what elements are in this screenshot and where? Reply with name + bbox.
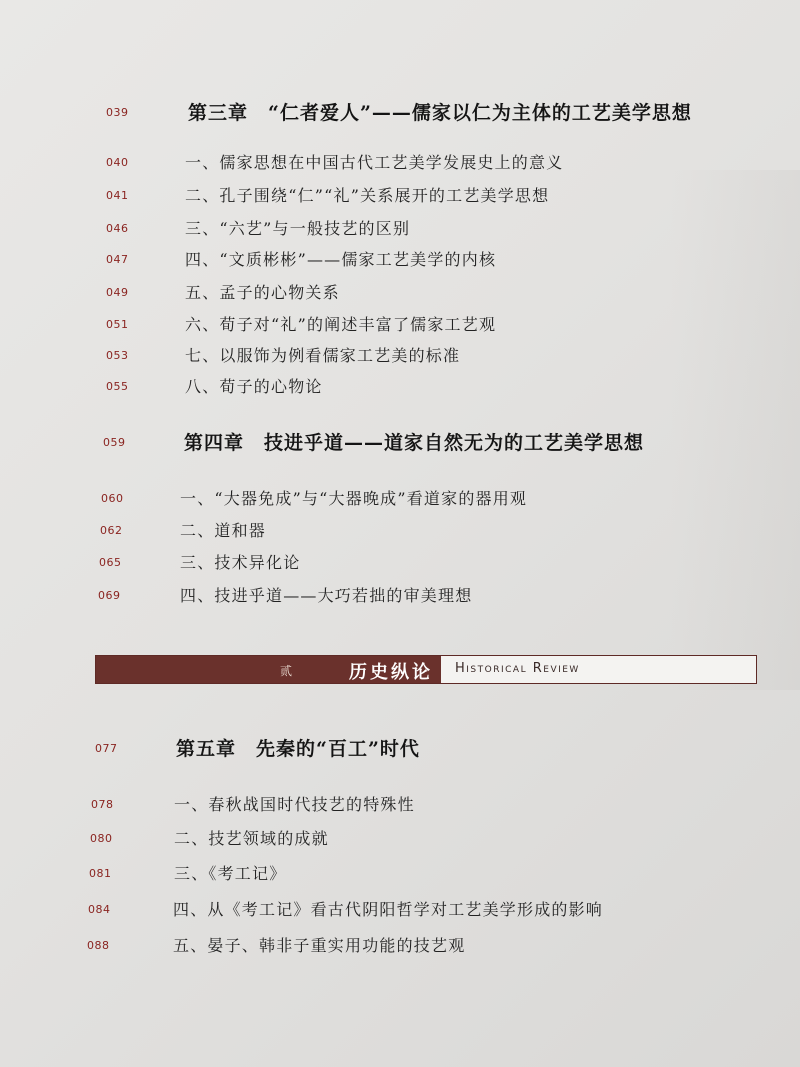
entry-title: 五、晏子、韩非子重实用功能的技艺观 <box>173 936 466 955</box>
toc-entry <box>0 861 800 891</box>
chapter-page-number: 059 <box>103 436 126 449</box>
entry-title: 八、荀子的心物论 <box>185 377 323 396</box>
entry-title: 四、“文质彬彬”——儒家工艺美学的内核 <box>185 250 497 269</box>
entry-page-number: 081 <box>89 867 112 880</box>
entry-page-number: 080 <box>90 832 113 845</box>
chapter-label: 第四章 <box>184 432 245 454</box>
entry-title: 七、以服饰为例看儒家工艺美的标准 <box>185 346 461 365</box>
entry-page-number: 041 <box>106 189 129 202</box>
part-number: 贰 <box>280 664 293 678</box>
chapter-row <box>0 734 800 764</box>
chapter-page-number: 077 <box>95 742 118 755</box>
part-title-english: Historical Review <box>455 661 580 676</box>
entry-page-number: 060 <box>101 492 124 505</box>
entry-page-number: 049 <box>106 286 129 299</box>
toc-entry <box>0 518 800 548</box>
entry-title: 三、《考工记》 <box>174 864 287 883</box>
toc-entry <box>0 280 800 310</box>
toc-entry <box>0 312 800 342</box>
entry-page-number: 055 <box>106 380 129 393</box>
toc-entry <box>0 486 800 516</box>
entry-title: 二、道和器 <box>180 521 267 540</box>
entry-title: 三、技术异化论 <box>180 553 301 572</box>
toc-entry <box>0 897 800 927</box>
chapter-heading <box>176 734 420 761</box>
entry-page-number: 065 <box>99 556 122 569</box>
entry-page-number: 078 <box>91 798 114 811</box>
chapter-title: “仁者爱人”——儒家以仁为主体的工艺美学思想 <box>268 102 692 124</box>
chapter-title: 技进乎道——道家自然无为的工艺美学思想 <box>264 432 645 454</box>
entry-page-number: 062 <box>100 524 123 537</box>
entry-title: 二、技艺领域的成就 <box>174 829 329 848</box>
entry-title: 四、技进乎道——大巧若拙的审美理想 <box>180 586 473 605</box>
chapter-label: 第三章 <box>188 102 249 124</box>
toc-entry <box>0 792 800 822</box>
chapter-row <box>0 98 800 128</box>
entry-page-number: 046 <box>106 222 129 235</box>
toc-entry <box>0 374 800 404</box>
entry-title: 四、从《考工记》看古代阴阳哲学对工艺美学形成的影响 <box>173 900 604 919</box>
entry-page-number: 088 <box>87 939 110 952</box>
chapter-heading <box>188 98 692 125</box>
entry-page-number: 069 <box>98 589 121 602</box>
entry-page-number: 053 <box>106 349 129 362</box>
toc-entry <box>0 826 800 856</box>
entry-page-number: 040 <box>106 156 129 169</box>
entry-title: 二、孔子围绕“仁”“礼”关系展开的工艺美学思想 <box>185 186 550 205</box>
entry-page-number: 051 <box>106 318 129 331</box>
toc-entry <box>0 343 800 373</box>
banner-light-panel <box>441 656 756 683</box>
toc-entry <box>0 183 800 213</box>
toc-entry <box>0 933 800 963</box>
chapter-heading <box>184 428 644 455</box>
entry-title: 三、“六艺”与一般技艺的区别 <box>185 219 411 238</box>
part-title: 历史纵论 <box>349 662 433 683</box>
toc-entry <box>0 583 800 613</box>
entry-title: 一、春秋战国时代技艺的特殊性 <box>174 795 415 814</box>
entry-title: 一、“大器免成”与“大器晚成”看道家的器用观 <box>180 489 528 508</box>
entry-title: 一、儒家思想在中国古代工艺美学发展史上的意义 <box>185 153 564 172</box>
entry-title: 六、荀子对“礼”的阐述丰富了儒家工艺观 <box>185 315 497 334</box>
chapter-label: 第五章 <box>176 738 237 760</box>
banner-dark-panel <box>96 656 441 683</box>
toc-entry <box>0 216 800 246</box>
entry-title: 五、孟子的心物关系 <box>185 283 340 302</box>
entry-page-number: 084 <box>88 903 111 916</box>
toc-entry <box>0 150 800 180</box>
part-banner <box>95 655 757 684</box>
chapter-row <box>0 428 800 458</box>
entry-page-number: 047 <box>106 253 129 266</box>
chapter-page-number: 039 <box>106 106 129 119</box>
chapter-title: 先秦的“百工”时代 <box>256 738 420 760</box>
toc-entry <box>0 247 800 277</box>
toc-entry <box>0 550 800 580</box>
